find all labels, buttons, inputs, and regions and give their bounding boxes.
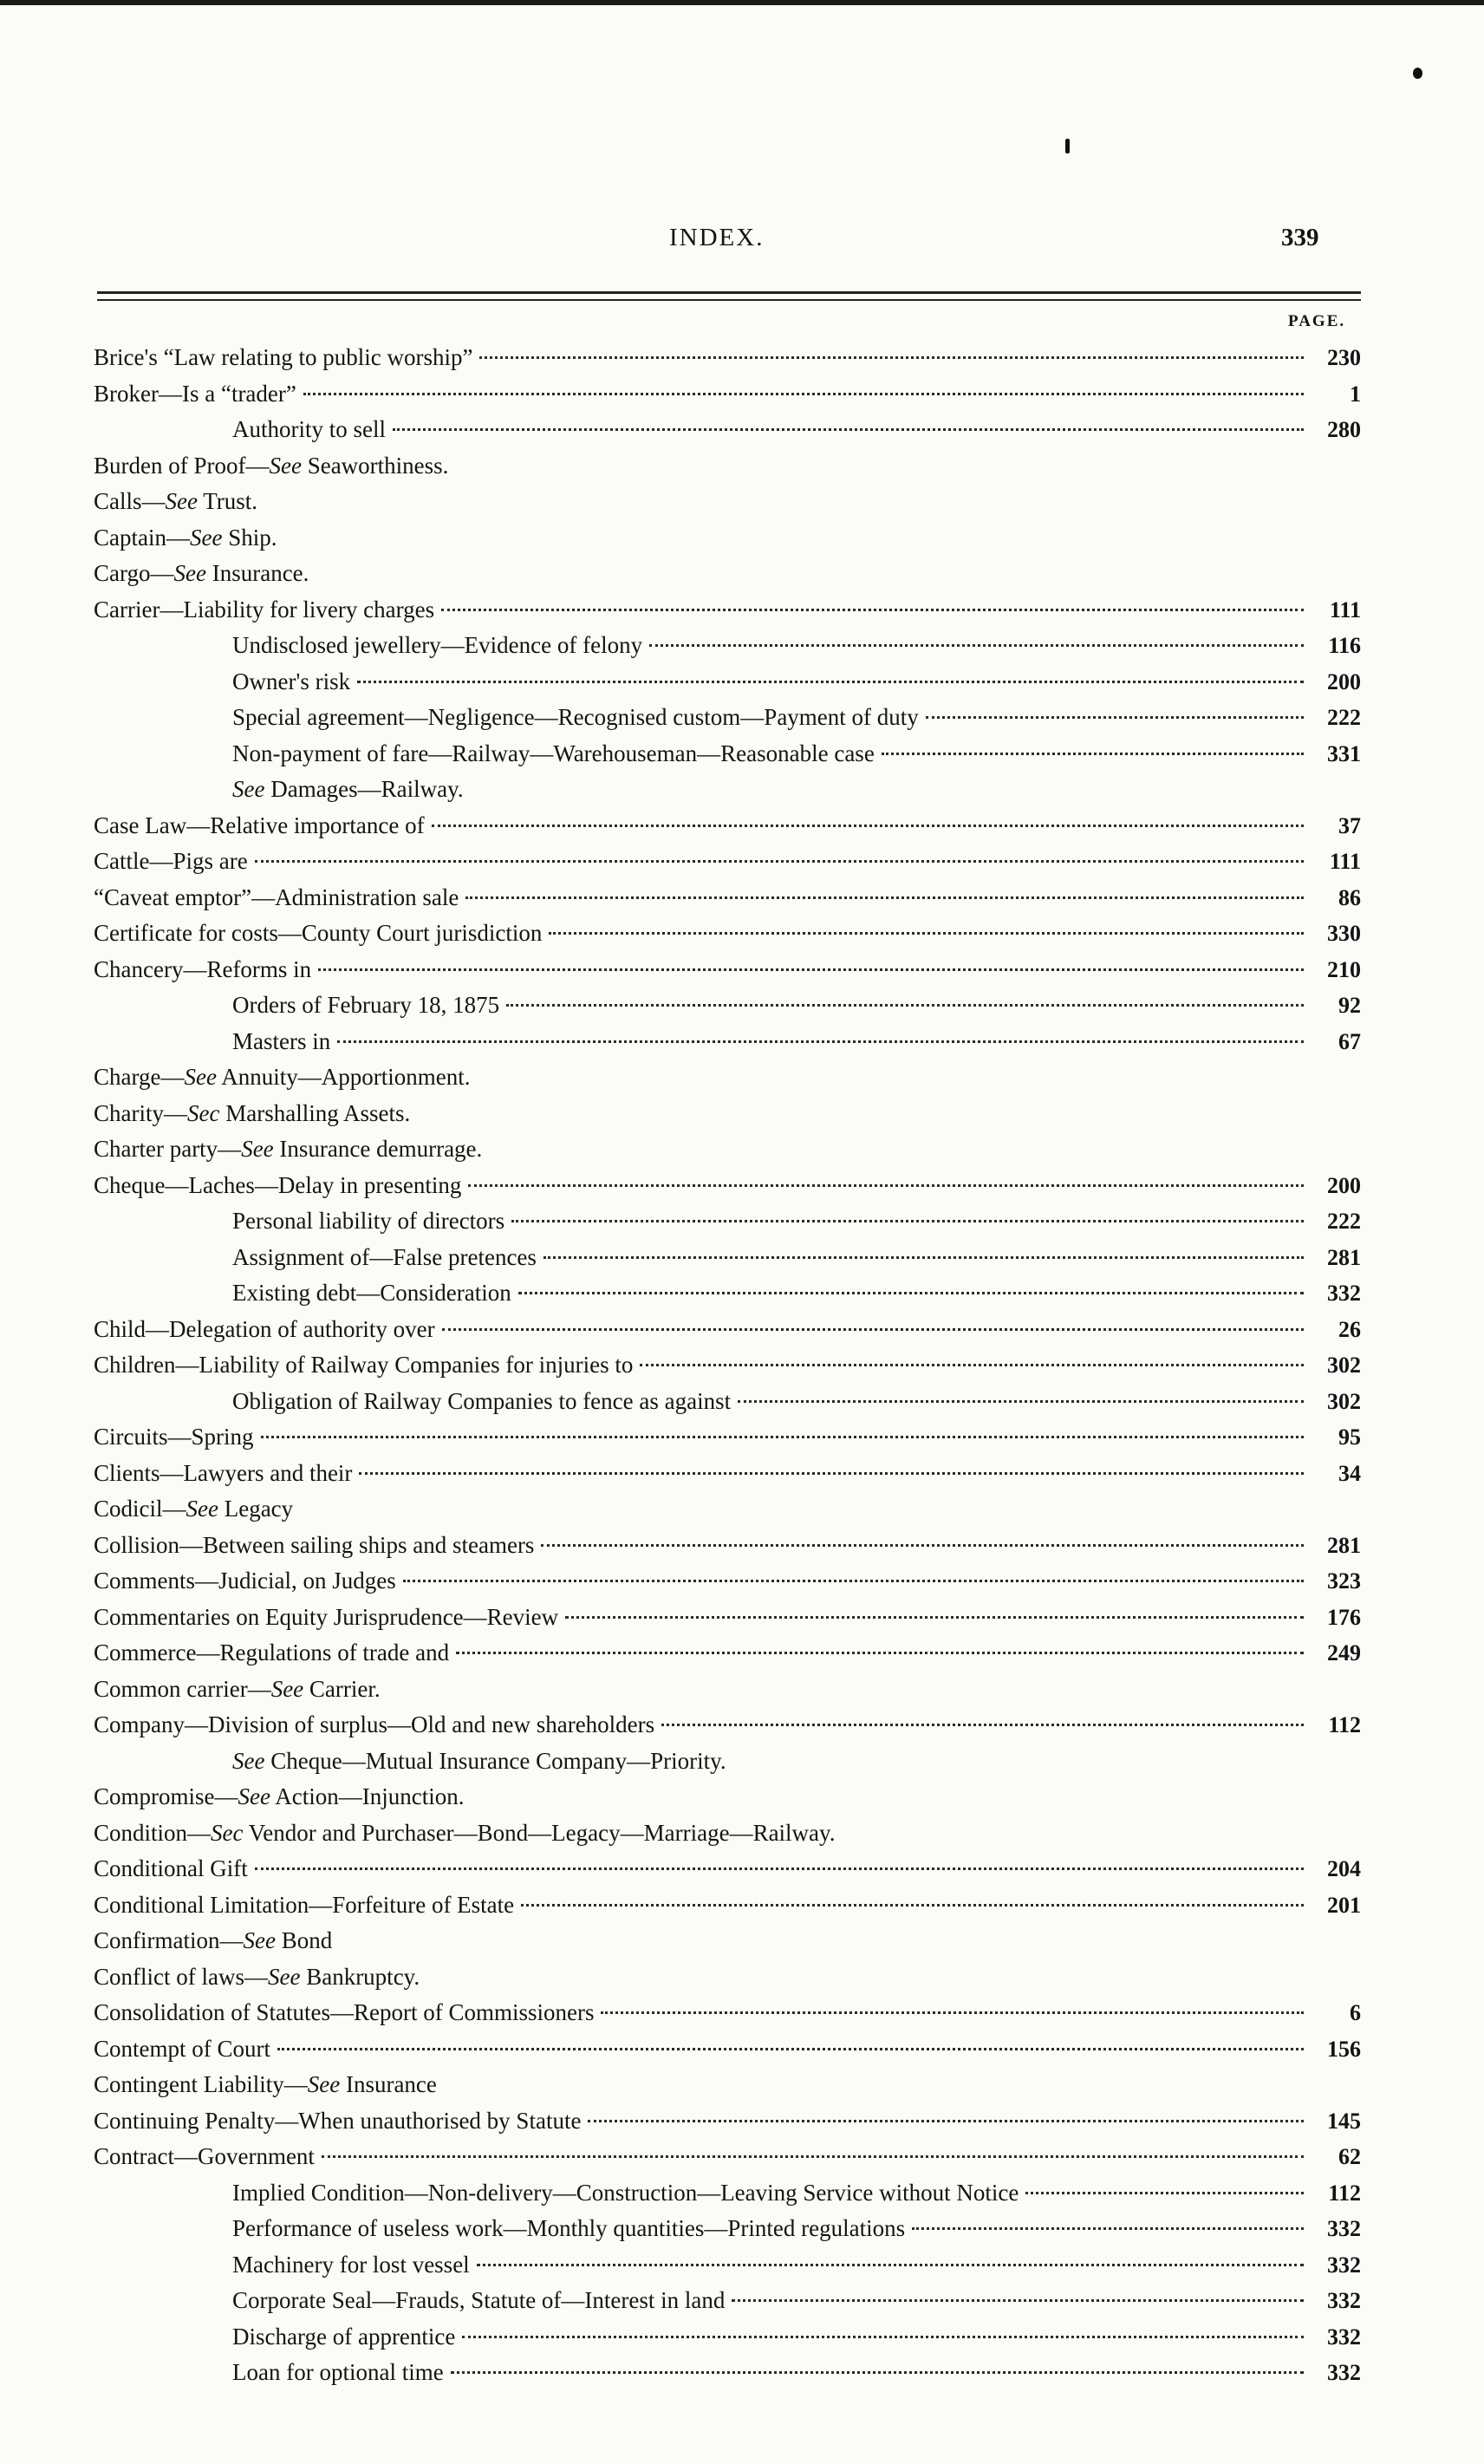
dot-leader: [926, 716, 1304, 719]
entry-text: Cheque—Laches—Delay in presenting: [94, 1171, 462, 1198]
index-subentry: [94, 1744, 1361, 1780]
entry-page-number: 95: [1338, 1424, 1361, 1450]
dot-leader: [442, 1328, 1304, 1331]
entry-page-number: 26: [1338, 1316, 1361, 1342]
dot-leader: [451, 2371, 1304, 2374]
index-entry: [94, 1528, 1361, 1564]
dot-leader: [462, 2336, 1304, 2338]
index-entry: [94, 844, 1361, 880]
entry-page-number: 323: [1327, 1568, 1361, 1594]
entry-text: Commerce—Regulations of trade and: [94, 1639, 450, 1665]
index-entry: [94, 1923, 1361, 1959]
entry-page-number: 116: [1328, 633, 1361, 658]
entry-text: Captain—See Ship.: [94, 524, 277, 551]
entry-text: Personal liability of directors: [232, 1208, 505, 1234]
entry-text: Carrier—Liability for livery charges: [94, 596, 435, 623]
entry-page-number: 6: [1350, 2000, 1361, 2025]
index-subentry: [94, 1240, 1361, 1276]
entry-text: Chancery—Reforms in: [94, 955, 312, 982]
index-entry: [94, 1995, 1361, 2031]
index-entry: [94, 484, 1361, 520]
entry-text: Performance of useless work—Monthly quantities—Printed regulations: [232, 2215, 906, 2241]
index-entry: [94, 1096, 1361, 1132]
entry-page-number: 67: [1338, 1028, 1361, 1054]
dot-leader: [393, 428, 1304, 431]
entry-page-number: 112: [1328, 1712, 1361, 1737]
entry-text: Owner's risk: [232, 668, 351, 694]
index-subentry: [94, 1275, 1361, 1312]
dot-leader: [640, 1364, 1304, 1366]
index-entry: [94, 556, 1361, 592]
page-number: 339: [1281, 224, 1319, 251]
dot-leader: [732, 2299, 1304, 2302]
index-subentry: [94, 2319, 1361, 2356]
index-subentry: [94, 1024, 1361, 1060]
dot-leader: [912, 2227, 1304, 2230]
entry-text: Assignment of—False pretences: [232, 1243, 537, 1270]
entry-page-number: 176: [1327, 1604, 1361, 1630]
entry-text: Confirmation—See Bond: [94, 1927, 333, 1953]
entry-text: Broker—Is a “trader”: [94, 380, 296, 407]
entry-page-number: 281: [1327, 1244, 1361, 1270]
entry-page-number: 332: [1327, 2288, 1361, 2313]
entry-text: “Caveat emptor”—Administration sale: [94, 883, 459, 910]
index-entry: [94, 1347, 1361, 1384]
entry-page-number: 111: [1329, 849, 1361, 874]
dot-leader: [359, 1472, 1304, 1475]
page-column-label: PAGE.: [1288, 312, 1346, 330]
dot-leader: [479, 356, 1304, 359]
dot-leader: [649, 644, 1304, 647]
entry-text: Discharge of apprentice: [232, 2323, 456, 2350]
dot-leader: [477, 2264, 1304, 2266]
entry-text: Contempt of Court: [94, 2035, 270, 2062]
entry-text: Certificate for costs—County Court jurisdiction: [94, 920, 543, 946]
index-entry: [94, 520, 1361, 557]
index-entry: [94, 1491, 1361, 1528]
index-subentry: [94, 664, 1361, 701]
entry-page-number: 330: [1327, 921, 1361, 946]
entry-page-number: 332: [1327, 1281, 1361, 1306]
index-entry: [94, 808, 1361, 844]
dot-leader: [403, 1580, 1304, 1582]
dot-leader: [337, 1040, 1304, 1043]
index-subentry: [94, 736, 1361, 772]
entry-page-number: 222: [1327, 1209, 1361, 1234]
entry-text: Brice's “Law relating to public worship”: [94, 344, 473, 370]
index-entry: [94, 1887, 1361, 1924]
entry-page-number: 37: [1338, 812, 1361, 838]
index-subentry: [94, 2175, 1361, 2212]
index-entry: [94, 1779, 1361, 1815]
entry-text: Charity—Sec Marshalling Assets.: [94, 1099, 411, 1126]
entry-text: Conditional Gift: [94, 1855, 248, 1881]
entry-text: Burden of Proof—See Seaworthiness.: [94, 452, 449, 479]
entry-page-number: 332: [1327, 2252, 1361, 2278]
entry-text: Common carrier—See Carrier.: [94, 1675, 381, 1702]
entry-text: Circuits—Spring: [94, 1424, 254, 1450]
index-subentry: [94, 772, 1361, 808]
index-subentry: [94, 2355, 1361, 2391]
entry-text: Cargo—See Insurance.: [94, 560, 309, 586]
dot-leader: [565, 1616, 1304, 1619]
entry-text: Masters in: [232, 1027, 331, 1054]
entry-page-number: 230: [1327, 345, 1361, 370]
entry-page-number: 331: [1327, 740, 1361, 766]
entry-text: Collision—Between sailing ships and steamers: [94, 1531, 535, 1558]
index-subentry: [94, 2211, 1361, 2247]
index-entry: [94, 1312, 1361, 1348]
dot-leader: [588, 2120, 1304, 2122]
index-entry: [94, 2139, 1361, 2175]
index-entry: [94, 340, 1361, 376]
index-entry: [94, 1059, 1361, 1096]
index-entry: [94, 880, 1361, 916]
entry-page-number: 281: [1327, 1532, 1361, 1558]
index-entry: [94, 2103, 1361, 2140]
page-title: INDEX.: [669, 224, 765, 251]
entry-page-number: 34: [1338, 1460, 1361, 1486]
entry-text: Special agreement—Negligence—Recognised custom—Payment of duty: [232, 704, 919, 730]
dot-leader: [456, 1652, 1304, 1654]
index-entry: [94, 1672, 1361, 1708]
dot-leader: [357, 681, 1304, 683]
entry-text: Compromise—See Action—Injunction.: [94, 1783, 465, 1809]
index-subentry: [94, 988, 1361, 1024]
entry-page-number: 112: [1328, 2180, 1361, 2206]
ink-speck: [1065, 139, 1070, 153]
entry-text: Existing debt—Consideration: [232, 1280, 511, 1306]
index-subentry: [94, 628, 1361, 664]
index-entry: [94, 1563, 1361, 1600]
entry-page-number: 200: [1327, 668, 1361, 694]
scan-top-edge: [0, 0, 1484, 5]
entry-text: Implied Condition—Non-delivery—Construction—Leaving Service without Notice: [232, 2179, 1019, 2206]
entry-page-number: 332: [1327, 2360, 1361, 2385]
index-entry: [94, 448, 1361, 485]
index-subentry: [94, 1203, 1361, 1240]
index-entry: [94, 1635, 1361, 1672]
dot-leader: [506, 1004, 1304, 1007]
entry-text: Obligation of Railway Companies to fence as against: [232, 1387, 732, 1414]
dot-leader: [601, 2011, 1304, 2014]
entry-page-number: 86: [1338, 884, 1361, 910]
dot-leader: [518, 1292, 1304, 1294]
dot-leader: [322, 2155, 1304, 2158]
entry-page-number: 204: [1327, 1856, 1361, 1881]
entry-page-number: 249: [1327, 1640, 1361, 1665]
entry-text: See Cheque—Mutual Insurance Company—Priority.: [232, 1747, 726, 1774]
entry-page-number: 111: [1329, 596, 1361, 623]
index-entry: [94, 1456, 1361, 1492]
entry-text: Charter party—See Insurance demurrage.: [94, 1136, 483, 1162]
index-entry: [94, 1707, 1361, 1744]
entry-page-number: 201: [1327, 1892, 1361, 1918]
dot-leader: [465, 896, 1304, 899]
entry-page-number: 302: [1327, 1388, 1361, 1414]
index-entry: [94, 2031, 1361, 2068]
ink-speck: [1413, 68, 1422, 79]
entry-page-number: 145: [1327, 2108, 1361, 2134]
entry-text: Authority to sell: [232, 416, 386, 442]
entry-page-number: 332: [1327, 2216, 1361, 2241]
index-subentry: [94, 1384, 1361, 1420]
entry-text: Case Law—Relative importance of: [94, 812, 425, 838]
entry-page-number: 332: [1327, 2324, 1361, 2350]
dot-leader: [277, 2048, 1304, 2050]
entry-text: Children—Liability of Railway Companies for injuries to: [94, 1352, 634, 1378]
dot-leader: [318, 968, 1304, 971]
entry-page-number: 92: [1338, 993, 1361, 1018]
index-entry: [94, 916, 1361, 952]
dot-leader: [261, 1436, 1304, 1438]
entry-text: Company—Division of surplus—Old and new shareholders: [94, 1711, 655, 1737]
entry-text: Child—Delegation of authority over: [94, 1315, 435, 1342]
entry-text: Contingent Liability—See Insurance: [94, 2071, 437, 2097]
entry-text: Comments—Judicial, on Judges: [94, 1568, 396, 1594]
index-subentry: [94, 412, 1361, 448]
entry-text: Calls—See Trust.: [94, 488, 258, 514]
index-entry: [94, 592, 1361, 629]
dot-leader: [661, 1724, 1304, 1726]
entry-page-number: 302: [1327, 1353, 1361, 1378]
entry-text: Conditional Limitation—Forfeiture of Estate: [94, 1891, 515, 1918]
index-subentry: [94, 2283, 1361, 2319]
entry-text: Machinery for lost vessel: [232, 2251, 470, 2278]
index-subentry: [94, 2247, 1361, 2284]
dot-leader: [255, 860, 1304, 863]
entry-page-number: 62: [1338, 2144, 1361, 2169]
index-entry: [94, 2067, 1361, 2103]
dot-leader: [468, 1184, 1304, 1187]
entry-page-number: 156: [1327, 2036, 1361, 2062]
index-entry: [94, 1959, 1361, 1996]
dot-leader: [543, 1256, 1304, 1259]
entry-text: Non-payment of fare—Railway—Warehouseman—Reasonable case: [232, 740, 875, 766]
dot-leader: [1025, 2192, 1304, 2194]
entry-text: Condition—Sec Vendor and Purchaser—Bond—Legacy—Marriage—Railway.: [94, 1819, 836, 1846]
entry-text: Conflict of laws—See Bankruptcy.: [94, 1963, 420, 1990]
entry-text: See Damages—Railway.: [232, 776, 464, 802]
entry-text: Consolidation of Statutes—Report of Commissioners: [94, 1999, 595, 2025]
page-header: [0, 224, 1484, 258]
header-rule: [97, 291, 1361, 294]
entry-text: Commentaries on Equity Jurisprudence—Review: [94, 1603, 559, 1630]
index-entry: [94, 952, 1361, 988]
entry-page-number: 200: [1327, 1172, 1361, 1198]
entry-page-number: 1: [1350, 381, 1361, 407]
index-entry: [94, 1168, 1361, 1204]
entry-page-number: 210: [1327, 956, 1361, 982]
dot-leader: [511, 1220, 1304, 1222]
dot-leader: [738, 1400, 1304, 1403]
entry-text: Codicil—See Legacy: [94, 1496, 294, 1522]
dot-leader: [521, 1904, 1304, 1907]
dot-leader: [255, 1868, 1304, 1870]
entry-text: Corporate Seal—Frauds, Statute of—Interest in land: [232, 2287, 726, 2313]
entry-text: Cattle—Pigs are: [94, 848, 248, 874]
index-entry: [94, 1131, 1361, 1168]
index-entry: [94, 1419, 1361, 1456]
dot-leader: [441, 609, 1304, 611]
dot-leader: [303, 393, 1304, 395]
dot-leader: [882, 753, 1304, 755]
entry-page-number: 222: [1327, 705, 1361, 730]
entry-text: Contract—Government: [94, 2143, 315, 2169]
index-subentry: [94, 700, 1361, 736]
entry-text: Charge—See Annuity—Apportionment.: [94, 1064, 471, 1090]
dot-leader: [549, 932, 1304, 935]
entry-text: Loan for optional time: [232, 2359, 444, 2385]
entry-page-number: 280: [1327, 417, 1361, 442]
index-entry: [94, 1851, 1361, 1887]
index-entry: [94, 1600, 1361, 1636]
index-entries: [94, 340, 1361, 2391]
index-entry: [94, 376, 1361, 413]
entry-text: Orders of February 18, 1875: [232, 992, 500, 1018]
dot-leader: [541, 1544, 1304, 1547]
entry-text: Clients—Lawyers and their: [94, 1459, 353, 1486]
header-rule: [97, 299, 1361, 301]
index-entry: [94, 1815, 1361, 1852]
dot-leader: [432, 825, 1304, 827]
entry-text: Undisclosed jewellery—Evidence of felony: [232, 632, 643, 658]
entry-text: Continuing Penalty—When unauthorised by Statute: [94, 2107, 582, 2134]
